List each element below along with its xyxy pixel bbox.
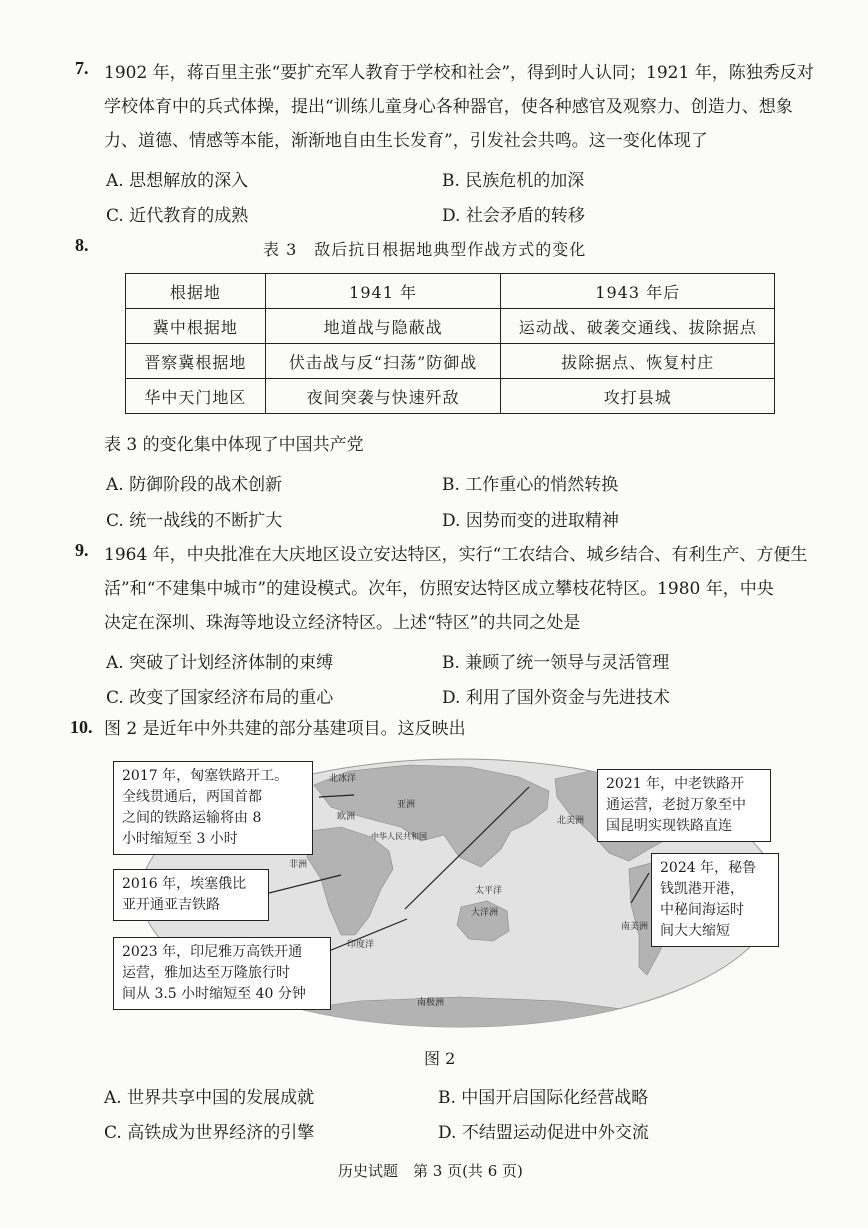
map-label-arctic-ocean: 北冰洋 [329,774,357,784]
q10-option-a: A. 世界共享中国的发展成就 [104,1088,315,1108]
q8-stem: 表 3 的变化集中体现了中国共产党 [104,435,364,455]
map-label-pacific-ocean: 太平洋 [475,886,503,896]
map-label-indian-ocean: 印度洋 [347,940,375,950]
table-header-row [126,274,775,309]
q10-number: 10. [70,717,93,737]
map-label-oceania: 大洋洲 [471,908,499,918]
q9-number: 9. [75,540,89,560]
q7-option-b: B. 民族危机的加深 [442,171,585,191]
q9-option-c: C. 改变了国家经济布局的重心 [106,688,334,708]
callout-2017-hungary-serbia-railway: 2017 年，匈塞铁路开工。 全线贯通后，两国首都 之间的铁路运输将由 8 小时缩短至 3 小时 [113,761,313,855]
callout-2021-china-laos-railway: 2021 年，中老铁路开 通运营，老挝万象至中 国昆明实现铁路直连 [597,769,771,842]
q8-option-b: B. 工作重心的悄然转换 [442,475,619,495]
table-3 [125,273,775,414]
table-row [126,309,775,344]
q8-option-d: D. 因势而变的进取精神 [442,511,619,531]
q7-stem-line-3: 力、道德、情感等本能，渐渐地自由生长发育”，引发社会共鸣。这一变化体现了 [104,131,708,151]
q9-stem-line-1: 1964 年，中央批准在大庆地区设立安达特区，实行“工农结合、城乡结合、有利生产、方便生 [104,545,808,565]
map-label-asia: 亚洲 [397,800,416,810]
q10-option-c: C. 高铁成为世界经济的引擎 [104,1123,315,1143]
table-cell: 攻打县城 [501,379,775,414]
table-header-cell: 根据地 [126,274,266,309]
map-label-antarctica: 南极洲 [417,998,445,1008]
map-label-south-america: 南美洲 [621,922,649,932]
q7-number: 7. [75,58,89,78]
callout-2023-jakarta-bandung-hsr: 2023 年，印尼雅万高铁开通 运营，雅加达至万隆旅行时 间从 3.5 小时缩短至 40 分钟 [113,937,331,1010]
q10-option-b: B. 中国开启国际化经营战略 [438,1088,649,1108]
q7-option-a: A. 思想解放的深入 [106,171,249,191]
q9-stem-line-3: 决定在深圳、珠海等地设立经济特区。上述“特区”的共同之处是 [104,613,581,633]
callout-2016-ethiopia-djibouti-railway: 2016 年，埃塞俄比 亚开通亚吉铁路 [113,869,269,921]
q7-option-c: C. 近代教育的成熟 [106,206,249,226]
table-cell: 拔除据点、恢复村庄 [501,344,775,379]
q9-option-d: D. 利用了国外资金与先进技术 [442,688,670,708]
table-3-caption: 表 3 敌后抗日根据地典型作战方式的变化 [263,240,587,259]
q9-option-a: A. 突破了计划经济体制的束缚 [106,653,334,673]
table-cell: 冀中根据地 [126,309,266,344]
q8-option-c: C. 统一战线的不断扩大 [106,511,283,531]
map-label-africa: 非洲 [289,860,308,870]
q8-option-a: A. 防御阶段的战术创新 [106,475,283,495]
table-cell: 夜间突袭与快速歼敌 [265,379,501,414]
map-label-north-america: 北美洲 [557,816,585,826]
table-cell: 运动战、破袭交通线、拔除据点 [501,309,775,344]
table-cell: 晋察冀根据地 [126,344,266,379]
figure-2-caption: 图 2 [424,1049,456,1068]
table-row [126,344,775,379]
q7-option-d: D. 社会矛盾的转移 [442,206,585,226]
q9-option-b: B. 兼顾了统一领导与灵活管理 [442,653,670,673]
page-footer: 历史试题 第 3 页(共 6 页) [338,1162,523,1180]
world-map-figure [109,757,787,1029]
table-cell: 地道战与隐蔽战 [265,309,501,344]
table-cell: 华中天门地区 [126,379,266,414]
q8-number: 8. [75,235,89,255]
table-cell: 伏击战与反“扫荡”防御战 [265,344,501,379]
table-row [126,379,775,414]
q9-stem-line-2: 活”和“不建集中城市”的建设模式。次年，仿照安达特区成立攀枝花特区。1980 年，中央 [104,579,774,599]
q10-option-d: D. 不结盟运动促进中外交流 [438,1123,649,1143]
map-label-europe: 欧洲 [337,812,356,822]
q7-stem-line-1: 1902 年，蒋百里主张“要扩充军人教育于学校和社会”，得到时人认同；1921 年，陈独秀反对 [104,63,814,83]
callout-2024-chancay-port: 2024 年，秘鲁 钱凯港开港， 中秘间海运时 间大大缩短 [651,853,779,947]
q7-stem-line-2: 学校体育中的兵式体操，提出“训练儿童身心各种器官，使各种感官及观察力、创造力、想象 [104,97,793,117]
table-header-cell: 1943 年后 [501,274,775,309]
map-label-china: 中华人民共和国 [371,832,427,841]
table-header-cell: 1941 年 [265,274,501,309]
q10-stem: 图 2 是近年中外共建的部分基建项目。这反映出 [104,719,466,739]
